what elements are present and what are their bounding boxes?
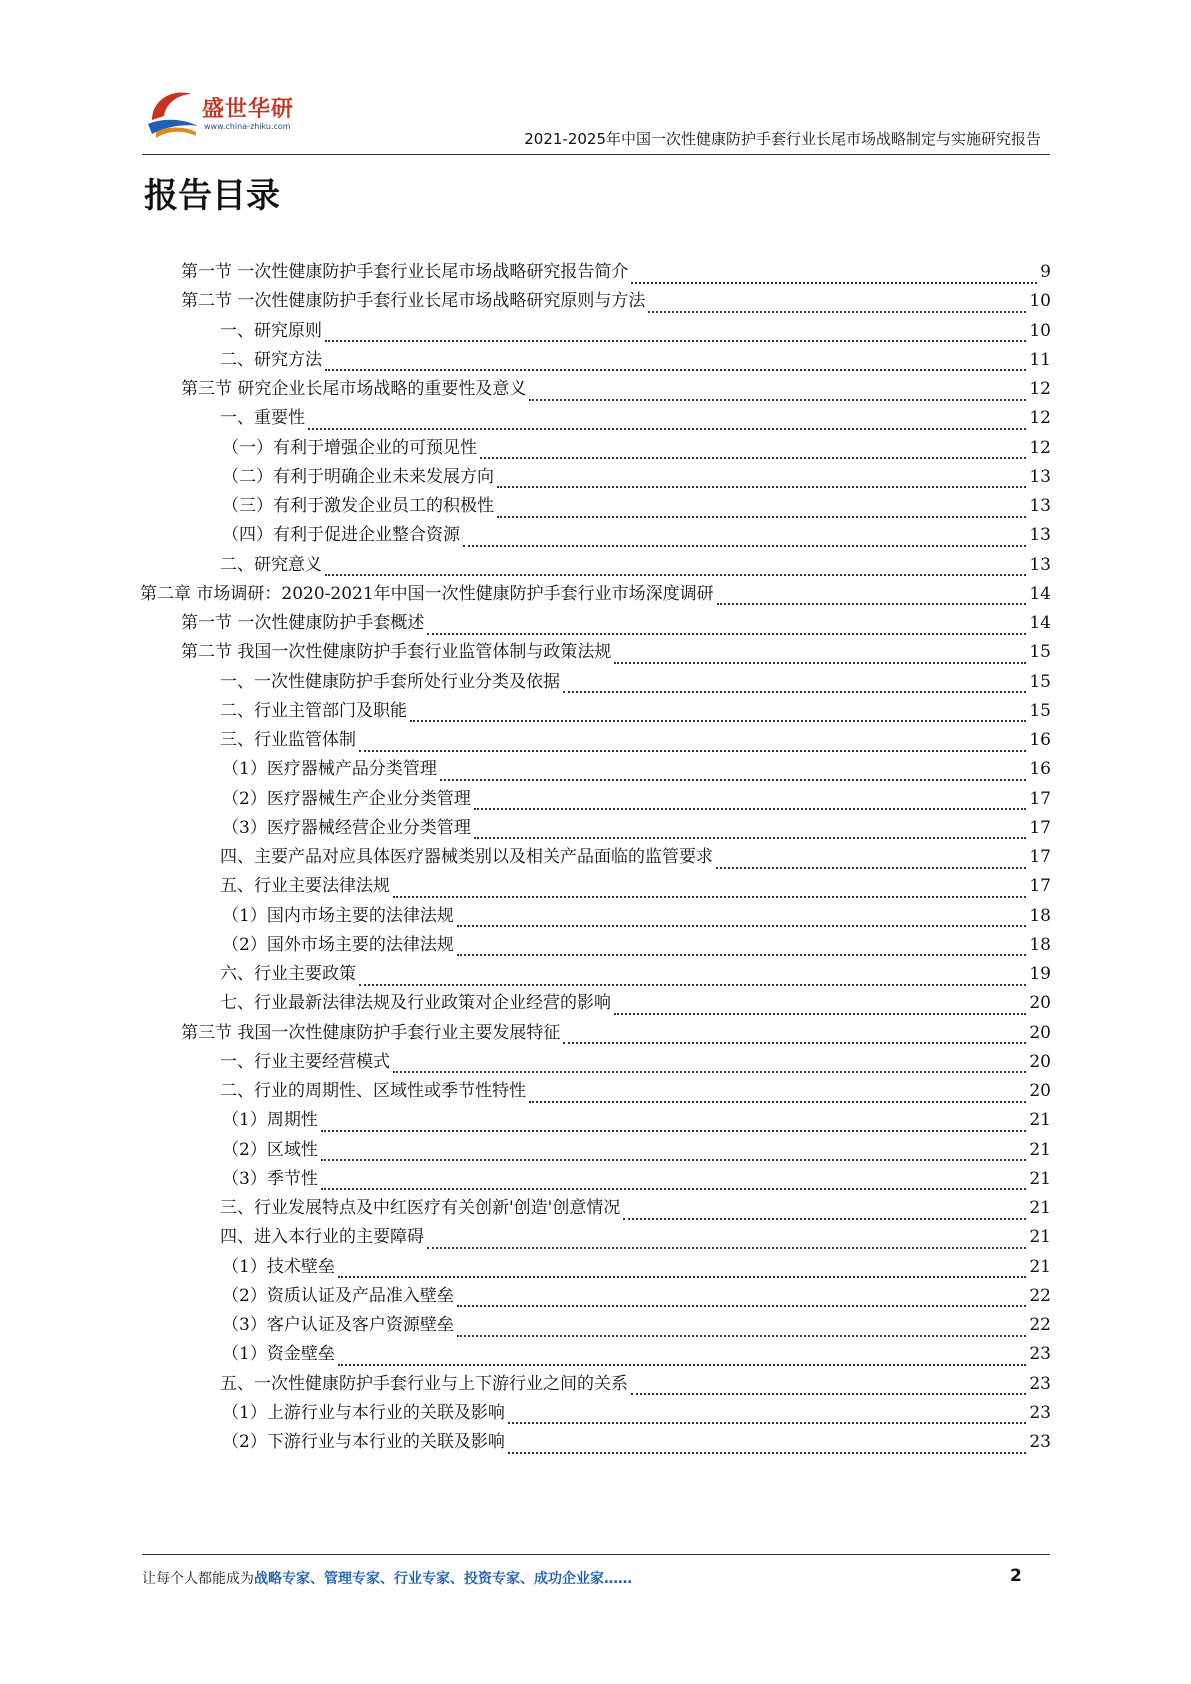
toc-entry[interactable] bbox=[220, 875, 1051, 905]
toc-leader-dots bbox=[497, 485, 1026, 488]
header-divider bbox=[142, 154, 1050, 155]
logo-name: 盛世华研 bbox=[202, 97, 295, 122]
toc-entry-title: （2）国外市场主要的法律法规 bbox=[222, 934, 454, 955]
toc-entry-page: 13 bbox=[1029, 496, 1051, 516]
toc-leader-dots bbox=[508, 1451, 1027, 1454]
toc-entry-page: 12 bbox=[1029, 408, 1051, 429]
toc-leader-dots bbox=[427, 1246, 1026, 1249]
toc-entry[interactable] bbox=[222, 1314, 1051, 1344]
toc-entry-page: 14 bbox=[1029, 583, 1051, 604]
toc-entry[interactable] bbox=[220, 1373, 1051, 1403]
toc-entry-title: 第二节 我国一次性健康防护手套行业监管体制与政策法规 bbox=[181, 642, 612, 663]
toc-entry[interactable] bbox=[222, 788, 1051, 818]
toc-entry[interactable] bbox=[220, 729, 1051, 759]
toc-leader-dots bbox=[325, 368, 1026, 371]
toc-leader-dots bbox=[463, 544, 1026, 547]
toc-leader-dots bbox=[393, 895, 1026, 898]
logo-url: www.china-zhiku.com bbox=[204, 122, 291, 131]
report-title: 2021-2025年中国一次性健康防护手套行业长尾市场战略制定与实施研究报告 bbox=[524, 130, 1041, 148]
toc-entry[interactable] bbox=[222, 905, 1051, 935]
toc-leader-dots bbox=[359, 983, 1026, 986]
toc-entry-title: 第二章 市场调研：2020-2021年中国一次性健康防护手套行业市场深度调研 bbox=[140, 583, 714, 604]
toc-entry[interactable] bbox=[222, 1402, 1051, 1432]
toc-entry[interactable] bbox=[220, 1197, 1051, 1227]
toc-entry-page: 23 bbox=[1029, 1344, 1051, 1365]
toc-entry[interactable] bbox=[222, 524, 1051, 554]
toc-entry[interactable] bbox=[222, 1139, 1051, 1169]
toc-entry-page: 12 bbox=[1029, 437, 1051, 458]
toc-leader-dots bbox=[563, 690, 1026, 693]
toc-entry[interactable] bbox=[140, 583, 1051, 613]
toc-entry-page: 23 bbox=[1029, 1432, 1051, 1452]
toc-leader-dots bbox=[321, 1187, 1027, 1190]
toc-leader-dots bbox=[308, 427, 1026, 430]
toc-entry-page: 21 bbox=[1029, 1256, 1051, 1277]
toc-entry[interactable] bbox=[220, 992, 1051, 1022]
toc-entry-title: 第二节 一次性健康防护手套行业长尾市场战略研究原则与方法 bbox=[181, 291, 646, 312]
toc-entry[interactable] bbox=[220, 700, 1051, 730]
toc-leader-dots bbox=[457, 953, 1027, 956]
toc-leader-dots bbox=[393, 1070, 1026, 1073]
toc-entry[interactable] bbox=[222, 1285, 1051, 1315]
toc-leader-dots bbox=[474, 807, 1027, 810]
toc-entry[interactable] bbox=[220, 1051, 1051, 1081]
toc-entry-title: 一、一次性健康防护手套所处行业分类及依据 bbox=[220, 671, 560, 692]
toc-entry-title: （1）上游行业与本行业的关联及影响 bbox=[222, 1402, 505, 1423]
toc-entry-page: 15 bbox=[1029, 700, 1051, 721]
toc-leader-dots bbox=[321, 1158, 1027, 1161]
toc-leader-dots bbox=[325, 573, 1026, 576]
toc-entry[interactable] bbox=[181, 261, 1051, 291]
toc-entry[interactable] bbox=[181, 612, 1051, 642]
toc-entry-page: 22 bbox=[1029, 1285, 1051, 1306]
toc-entry-page: 12 bbox=[1029, 379, 1051, 399]
toc-entry-title: 第三节 研究企业长尾市场战略的重要性及意义 bbox=[181, 379, 527, 399]
toc-entry[interactable] bbox=[222, 1109, 1051, 1139]
toc-entry-title: （1）技术壁垒 bbox=[222, 1256, 335, 1277]
toc-entry-title: 一、行业主要经营模式 bbox=[220, 1051, 390, 1072]
toc-entry[interactable] bbox=[181, 290, 1051, 320]
toc-entry-page: 17 bbox=[1029, 788, 1051, 809]
toc-leader-dots bbox=[474, 836, 1027, 839]
toc-leader-dots bbox=[457, 1334, 1027, 1337]
toc-entry[interactable] bbox=[222, 758, 1051, 788]
toc-entry-title: 二、行业的周期性、区域性或季节性特性 bbox=[220, 1081, 526, 1101]
logo-mark-icon bbox=[142, 80, 206, 144]
toc-entry-title: （2）医疗器械生产企业分类管理 bbox=[222, 788, 471, 809]
toc-leader-dots bbox=[321, 1129, 1027, 1132]
toc-entry-title: （2）区域性 bbox=[222, 1139, 318, 1160]
toc-entry[interactable] bbox=[220, 671, 1051, 701]
toc-entry-page: 16 bbox=[1029, 730, 1051, 750]
toc-leader-dots bbox=[338, 1275, 1027, 1278]
toc-entry-page: 22 bbox=[1029, 1315, 1051, 1335]
toc-entry-page: 21 bbox=[1029, 1227, 1051, 1248]
toc-entry-title: 第一节 一次性健康防护手套概述 bbox=[181, 613, 425, 633]
toc-leader-dots bbox=[631, 281, 1037, 284]
toc-leader-dots bbox=[529, 1100, 1026, 1103]
toc-entry-page: 19 bbox=[1029, 964, 1051, 984]
toc-entry[interactable] bbox=[220, 554, 1051, 584]
toc-entry-title: 四、主要产品对应具体医疗器械类别以及相关产品面临的监管要求 bbox=[220, 847, 713, 867]
toc-entry[interactable] bbox=[220, 963, 1051, 993]
toc-entry-title: （1）资金壁垒 bbox=[222, 1344, 335, 1365]
toc-entry-title: （1）医疗器械产品分类管理 bbox=[222, 759, 437, 780]
footer-divider bbox=[142, 1554, 1050, 1555]
toc-entry-page: 15 bbox=[1029, 642, 1051, 663]
toc-leader-dots bbox=[631, 1392, 1026, 1395]
toc-entry-title: 一、重要性 bbox=[220, 408, 305, 429]
toc-leader-dots bbox=[717, 602, 1027, 605]
toc-leader-dots bbox=[325, 339, 1026, 342]
toc-entry-page: 9 bbox=[1040, 262, 1051, 282]
toc-entry[interactable] bbox=[222, 934, 1051, 964]
page-title: 报告目录 bbox=[144, 176, 280, 216]
toc-entry[interactable] bbox=[220, 349, 1051, 379]
toc-entry-title: 二、行业主管部门及职能 bbox=[220, 700, 407, 721]
toc-entry-page: 14 bbox=[1029, 613, 1051, 633]
toc-entry[interactable] bbox=[181, 1022, 1051, 1052]
toc-leader-dots bbox=[529, 398, 1026, 401]
toc-entry[interactable] bbox=[222, 1343, 1051, 1373]
toc-entry-page: 21 bbox=[1029, 1110, 1051, 1131]
toc-leader-dots bbox=[457, 1304, 1027, 1307]
toc-entry[interactable] bbox=[222, 1256, 1051, 1286]
toc-entry-title: 五、一次性健康防护手套行业与上下游行业之间的关系 bbox=[220, 1373, 628, 1394]
toc-entry-page: 18 bbox=[1029, 934, 1051, 955]
toc-entry[interactable] bbox=[220, 320, 1051, 350]
toc-entry-page: 16 bbox=[1029, 759, 1051, 780]
toc-entry-title: 二、研究意义 bbox=[220, 554, 322, 575]
toc-entry-title: （1）国内市场主要的法律法规 bbox=[222, 905, 454, 926]
toc-entry[interactable] bbox=[181, 641, 1051, 671]
toc-leader-dots bbox=[497, 515, 1026, 518]
toc-leader-dots bbox=[359, 749, 1026, 752]
toc-entry-page: 17 bbox=[1029, 817, 1051, 838]
toc-entry-title: （2）资质认证及产品准入壁垒 bbox=[222, 1285, 454, 1306]
toc-entry-page: 21 bbox=[1029, 1198, 1051, 1218]
toc-entry-page: 11 bbox=[1029, 349, 1051, 370]
toc-entry-title: （四）有利于促进企业整合资源 bbox=[222, 525, 460, 546]
page-number: 2 bbox=[1010, 1566, 1022, 1586]
company-logo bbox=[142, 80, 312, 150]
toc-entry-page: 20 bbox=[1029, 1022, 1051, 1043]
toc-leader-dots bbox=[480, 456, 1026, 459]
toc-entry-title: 二、研究方法 bbox=[220, 349, 322, 370]
toc-leader-dots bbox=[563, 1041, 1026, 1044]
toc-entry[interactable] bbox=[222, 1431, 1051, 1461]
toc-entry-title: 五、行业主要法律法规 bbox=[220, 876, 390, 897]
toc-entry[interactable] bbox=[222, 817, 1051, 847]
toc-entry-title: （二）有利于明确企业未来发展方向 bbox=[222, 466, 494, 487]
toc-leader-dots bbox=[648, 310, 1026, 313]
toc-entry-page: 13 bbox=[1029, 466, 1051, 487]
toc-entry[interactable] bbox=[181, 378, 1051, 408]
toc-entry-page: 10 bbox=[1029, 320, 1051, 341]
toc-leader-dots bbox=[457, 924, 1027, 927]
toc-entry-title: 第一节 一次性健康防护手套行业长尾市场战略研究报告简介 bbox=[181, 262, 629, 282]
toc-entry-page: 13 bbox=[1029, 525, 1051, 546]
toc-leader-dots bbox=[410, 719, 1026, 722]
toc-entry-title: （2）下游行业与本行业的关联及影响 bbox=[222, 1432, 505, 1452]
toc-entry-page: 17 bbox=[1029, 847, 1051, 867]
toc-entry-title: 三、行业发展特点及中红医疗有关创新'创造'创意情况 bbox=[220, 1198, 621, 1218]
toc-entry-title: 第三节 我国一次性健康防护手套行业主要发展特征 bbox=[181, 1022, 561, 1043]
toc-entry-title: （3）医疗器械经营企业分类管理 bbox=[222, 817, 471, 838]
toc-entry-title: 六、行业主要政策 bbox=[220, 964, 356, 984]
toc-entry-page: 21 bbox=[1029, 1139, 1051, 1160]
toc-leader-dots bbox=[623, 1217, 1026, 1220]
toc-entry[interactable] bbox=[220, 1080, 1051, 1110]
toc-entry-title: （1）周期性 bbox=[222, 1110, 318, 1131]
toc-entry-title: （一）有利于增强企业的可预见性 bbox=[222, 437, 477, 458]
toc-entry-page: 18 bbox=[1029, 905, 1051, 926]
toc-entry[interactable] bbox=[222, 495, 1051, 525]
toc-entry[interactable] bbox=[222, 466, 1051, 496]
toc-entry[interactable] bbox=[222, 1168, 1051, 1198]
toc-entry-title: （3）客户认证及客户资源壁垒 bbox=[222, 1315, 454, 1335]
toc-leader-dots bbox=[508, 1421, 1027, 1424]
toc-entry-page: 15 bbox=[1029, 671, 1051, 692]
toc-leader-dots bbox=[614, 1012, 1026, 1015]
toc-entry-page: 21 bbox=[1029, 1168, 1051, 1189]
toc-leader-dots bbox=[427, 632, 1026, 635]
toc-entry-page: 13 bbox=[1029, 554, 1051, 575]
toc-entry-title: （三）有利于激发企业员工的积极性 bbox=[222, 496, 494, 516]
toc-leader-dots bbox=[440, 778, 1027, 781]
toc-entry-title: 一、研究原则 bbox=[220, 320, 322, 341]
toc-entry-page: 23 bbox=[1029, 1373, 1051, 1394]
toc-entry-title: 七、行业最新法律法规及行业政策对企业经营的影响 bbox=[220, 993, 611, 1014]
toc-entry-title: 四、进入本行业的主要障碍 bbox=[220, 1227, 424, 1248]
toc-entry[interactable] bbox=[222, 437, 1051, 467]
toc-leader-dots bbox=[716, 866, 1026, 869]
toc-entry-page: 17 bbox=[1029, 876, 1051, 897]
toc-entry[interactable] bbox=[220, 407, 1051, 437]
footer-emphasis: 战略专家、管理专家、行业专家、投资专家、成功企业家…… bbox=[254, 1571, 632, 1587]
footer-slogan bbox=[142, 1568, 632, 1588]
toc-leader-dots bbox=[614, 661, 1026, 664]
toc-entry-page: 20 bbox=[1029, 993, 1051, 1014]
toc-entry-title: （3）季节性 bbox=[222, 1168, 318, 1189]
toc-entry-title: 三、行业监管体制 bbox=[220, 730, 356, 750]
toc-entry-page: 10 bbox=[1029, 291, 1051, 312]
toc-entry-page: 20 bbox=[1029, 1051, 1051, 1072]
toc-entry[interactable] bbox=[220, 1226, 1051, 1256]
footer-prefix: 让每个人都能成为 bbox=[142, 1571, 254, 1587]
toc-entry-page: 20 bbox=[1029, 1081, 1051, 1101]
toc-entry-page: 23 bbox=[1029, 1402, 1051, 1423]
toc-leader-dots bbox=[338, 1363, 1027, 1366]
toc-entry[interactable] bbox=[220, 846, 1051, 876]
